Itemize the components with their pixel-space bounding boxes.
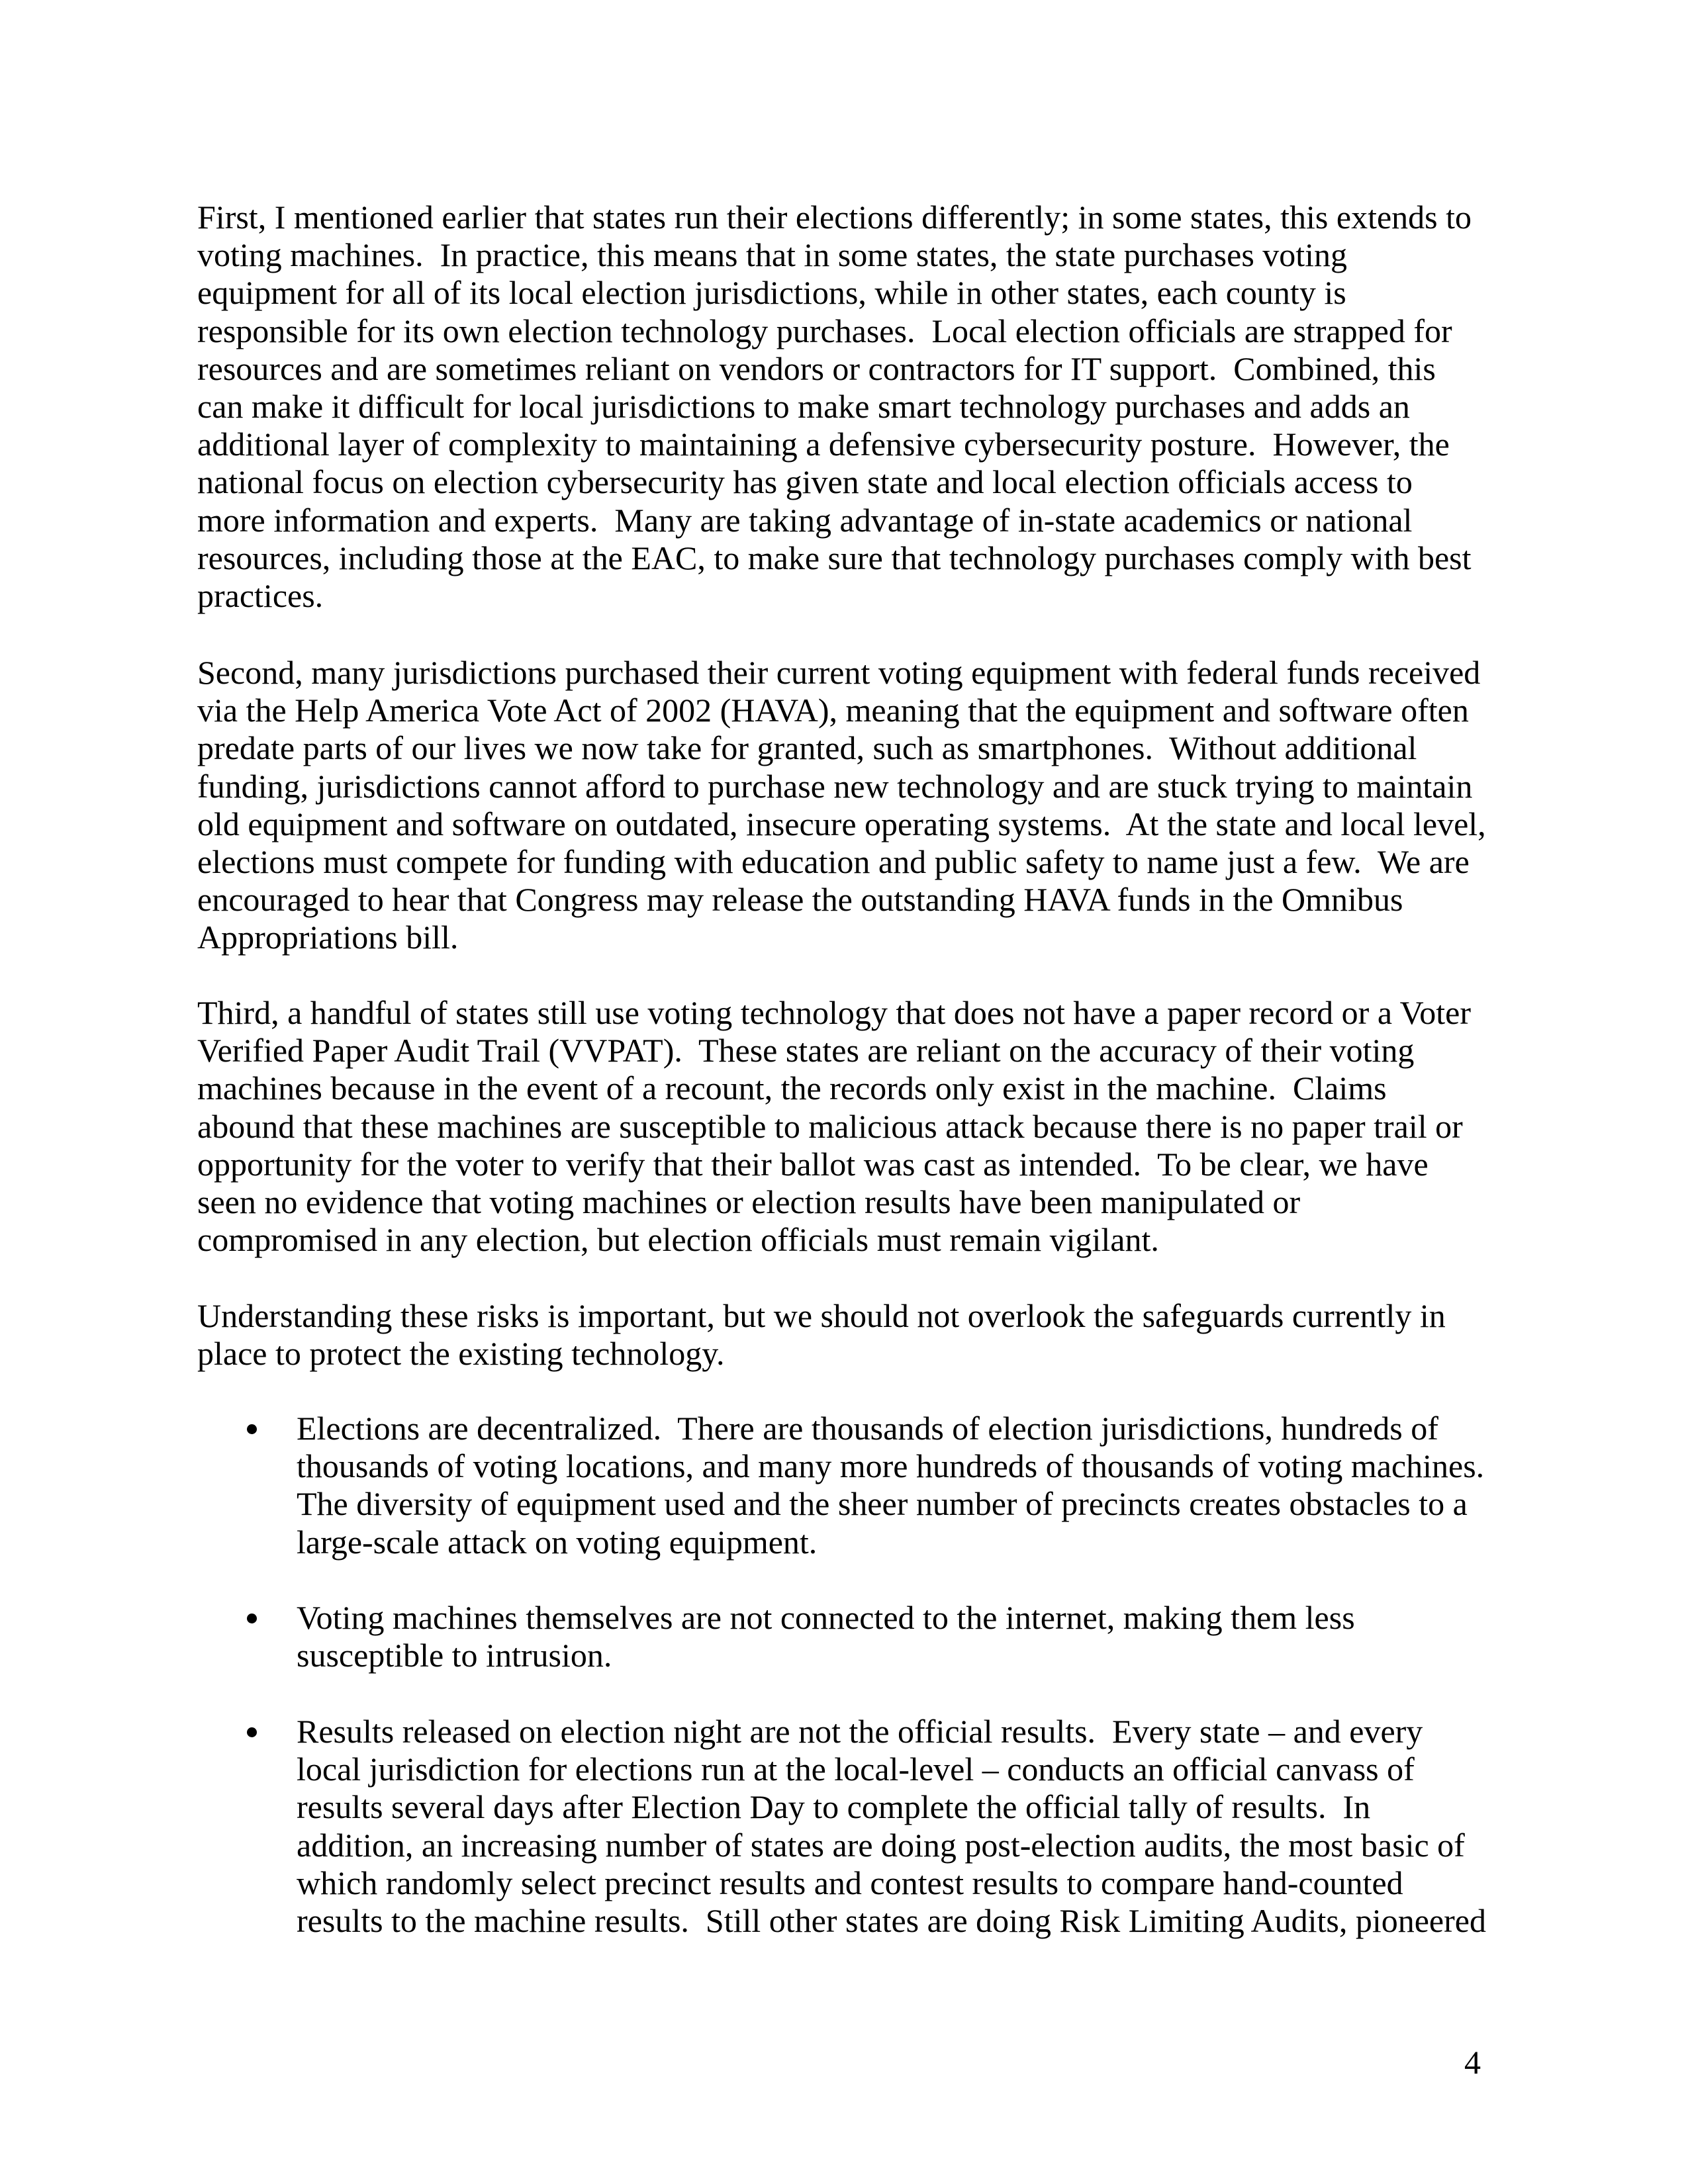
text-line: susceptible to intrusion. (297, 1637, 612, 1674)
text-line: results to the machine results. Still other states are doing Risk Limiting Audits, pioneered (297, 1902, 1486, 1940)
paragraph-hava-funding (197, 654, 1495, 957)
text-line: Second, many jurisdictions purchased their current voting equipment with federal funds received (197, 654, 1481, 691)
text-line: elections must compete for funding with education and public safety to name just a few. We are (197, 843, 1470, 881)
text-line: voting machines. In practice, this means that in some states, the state purchases voting (197, 236, 1348, 274)
bullet-icon (247, 1727, 257, 1737)
text-line: Results released on election night are not the official results. Every state – and every (297, 1713, 1423, 1750)
text-line: resources, including those at the EAC, to make sure that technology purchases comply with best (197, 539, 1472, 576)
paragraph-safeguards-intro (197, 1297, 1495, 1373)
bullet-icon (247, 1614, 257, 1623)
bullet-icon (247, 1424, 257, 1434)
text-line: which randomly select precinct results and contest results to compare hand-counted (297, 1864, 1403, 1901)
page-number: 4 (1464, 2044, 1481, 2081)
text-line: equipment for all of its local election jurisdictions, while in other states, each county is (197, 274, 1346, 312)
text-line: abound that these machines are susceptible to malicious attack because there is no paper trail or (197, 1107, 1463, 1145)
text-line: compromised in any election, but election officials must remain vigilant. (197, 1221, 1159, 1259)
text-line: First, I mentioned earlier that states run their elections differently; in some states, this extends to (197, 199, 1472, 236)
text-line: Elections are decentralized. There are thousands of election jurisdictions, hundreds of (297, 1410, 1438, 1447)
text-line: additional layer of complexity to maintaining a defensive cybersecurity posture. However, the (197, 426, 1450, 463)
text-line: practices. (197, 577, 324, 615)
text-line: local jurisdiction for elections run at the local-level – conducts an official canvass of (297, 1751, 1415, 1788)
text-line: The diversity of equipment used and the sheer number of precincts creates obstacles to a (297, 1485, 1468, 1523)
text-line: responsible for its own election technology purchases. Local election officials are strapped for (197, 312, 1452, 349)
text-line: can make it difficult for local jurisdictions to make smart technology purchases and adds an (197, 388, 1410, 426)
text-line: Appropriations bill. (197, 919, 459, 956)
text-line: encouraged to hear that Congress may release the outstanding HAVA funds in the Omnibus (197, 881, 1403, 919)
text-line: via the Help America Vote Act of 2002 (HAVA), meaning that the equipment and software often (197, 692, 1469, 729)
text-line: national focus on election cybersecurity has given state and local election officials access to (197, 463, 1413, 501)
text-line: Verified Paper Audit Trail (VVPAT). These states are reliant on the accuracy of their voting (197, 1032, 1415, 1069)
text-line: machines because in the event of a recount, the records only exist in the machine. Claims (197, 1069, 1387, 1107)
text-line: addition, an increasing number of states are doing post-election audits, the most basic of (297, 1826, 1465, 1864)
text-line: Voting machines themselves are not connected to the internet, making them less (297, 1599, 1355, 1636)
paragraph-voting-equipment-purchasing (197, 199, 1495, 615)
paragraph-vvpat (197, 994, 1495, 1259)
text-line: more information and experts. Many are taking advantage of in-state academics or national (197, 501, 1413, 539)
text-line: place to protect the existing technology. (197, 1335, 725, 1373)
text-line: predate parts of our lives we now take for granted, such as smartphones. Without additional (197, 729, 1417, 767)
text-line: Third, a handful of states still use voting technology that does not have a paper record or a Voter (197, 994, 1472, 1031)
bullet-text (297, 1713, 1501, 1940)
text-line: funding, jurisdictions cannot afford to purchase new technology and are stuck trying to maintain (197, 767, 1473, 805)
text-line: results several days after Election Day to complete the official tally of results. In (297, 1788, 1371, 1826)
text-line: thousands of voting locations, and many more hundreds of thousands of voting machines. (297, 1447, 1485, 1485)
text-line: Understanding these risks is important, but we should not overlook the safeguards currently in (197, 1297, 1446, 1334)
bullet-text (297, 1599, 1501, 1674)
text-line: opportunity for the voter to verify that their ballot was cast as intended. To be clear, we have (197, 1145, 1429, 1183)
bullet-text (297, 1410, 1501, 1561)
text-line: resources and are sometimes reliant on vendors or contractors for IT support. Combined, this (197, 349, 1436, 387)
text-line: large-scale attack on voting equipment. (297, 1523, 818, 1561)
text-line: old equipment and software on outdated, insecure operating systems. At the state and local level, (197, 805, 1486, 842)
text-line: seen no evidence that voting machines or election results have been manipulated or (197, 1183, 1301, 1221)
